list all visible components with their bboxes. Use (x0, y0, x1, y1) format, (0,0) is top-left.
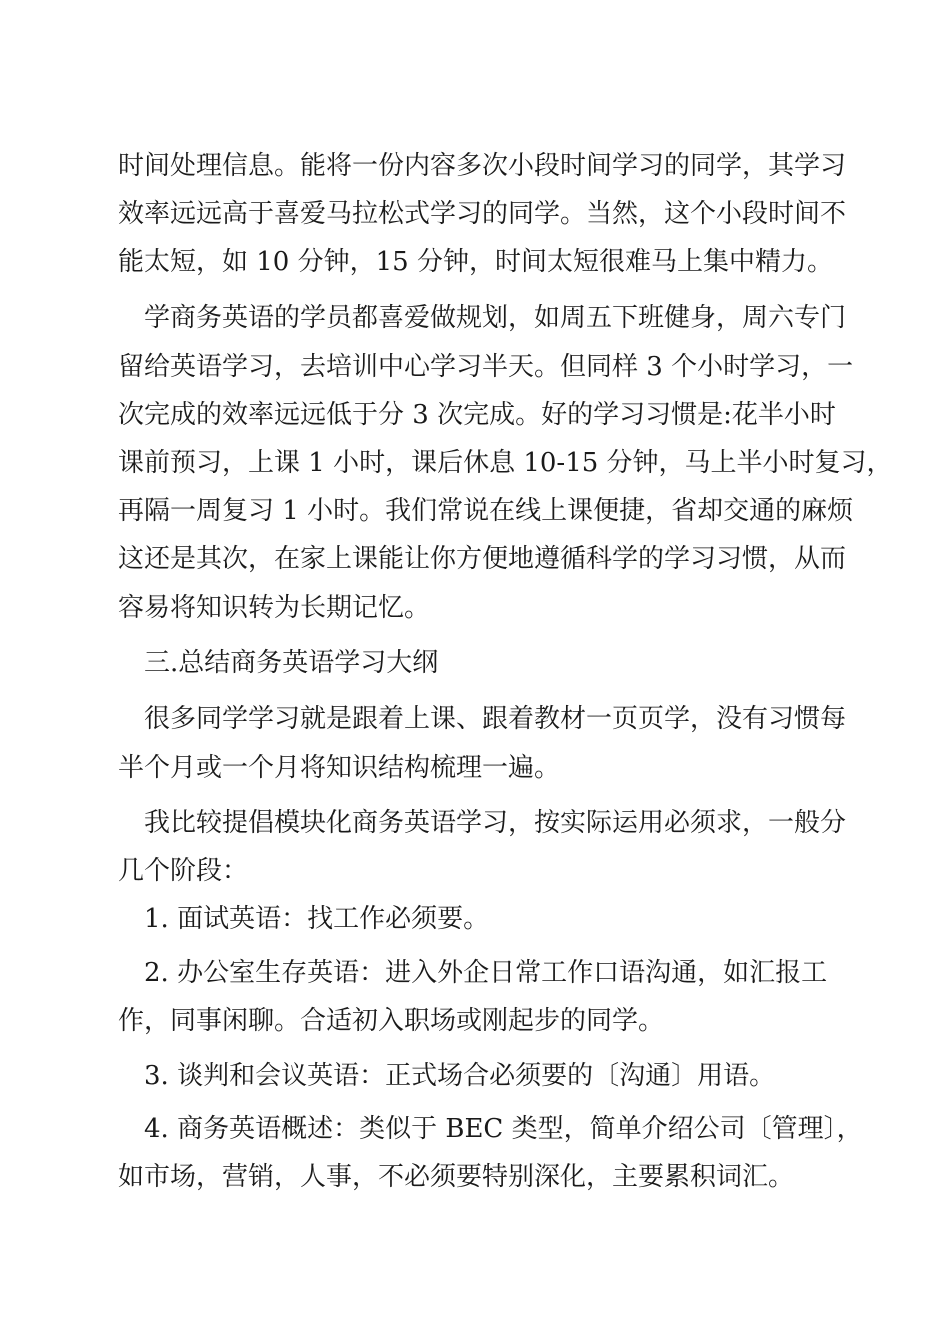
text-line: 学商务英语的学员都喜爱做规划，如周五下班健身，周六专门 (144, 303, 847, 333)
text-line: 我比较提倡模块化商务英语学习，按实际运用必须求，一般分 (144, 808, 847, 838)
list-item-continuation: 作，同事闲聊。合适初入职场或刚起步的同学。 (118, 1006, 665, 1036)
list-item: 2. 办公室生存英语：进入外企日常工作口语沟通，如汇报工 (144, 958, 828, 988)
list-item: 1. 面试英语：找工作必须要。 (144, 904, 490, 934)
list-item: 3. 谈判和会议英语：正式场合必须要的〔沟通〕用语。 (144, 1061, 776, 1091)
text-line: 容易将知识转为长期记忆。 (118, 593, 431, 623)
section-heading: 三.总结商务英语学习大纲 (144, 648, 439, 678)
text-line: 半个月或一个月将知识结构梳理一遍。 (118, 753, 561, 783)
text-line: 课前预习，上课 1 小时，课后休息 10-15 分钟，马上半小时复习， (118, 448, 893, 478)
text-line: 效率远远高于喜爱马拉松式学习的同学。当然，这个小段时间不 (118, 199, 847, 229)
text-line: 次完成的效率远远低于分 3 次完成。好的学习习惯是:花半小时 (118, 400, 836, 430)
text-line: 这还是其次，在家上课能让你方便地遵循科学的学习习惯，从而 (118, 544, 847, 574)
list-item-continuation: 如市场，营销，人事，不必须要特别深化，主要累积词汇。 (118, 1162, 795, 1192)
text-line: 留给英语学习，去培训中心学习半天。但同样 3 个小时学习，一 (118, 352, 854, 382)
text-line: 能太短，如 10 分钟，15 分钟，时间太短很难马上集中精力。 (118, 247, 833, 277)
text-line: 再隔一周复习 1 小时。我们常说在线上课便捷，省却交通的麻烦 (118, 496, 854, 526)
list-item: 4. 商务英语概述：类似于 BEC 类型，简单介绍公司〔管理〕， (144, 1114, 863, 1144)
text-line: 时间处理信息。能将一份内容多次小段时间学习的同学，其学习 (118, 151, 847, 181)
text-line: 几个阶段： (118, 856, 249, 886)
text-line: 很多同学学习就是跟着上课、跟着教材一页页学，没有习惯每 (144, 704, 847, 734)
